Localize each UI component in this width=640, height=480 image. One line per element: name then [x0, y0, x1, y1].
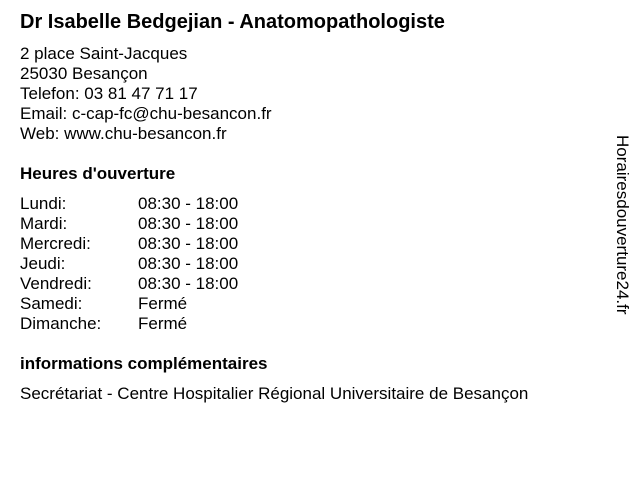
opening-hours-heading: Heures d'ouverture [20, 164, 176, 183]
hours-row-monday [20, 194, 238, 214]
page-title: Dr Isabelle Bedgejian - Anatomopathologiste [20, 11, 445, 33]
hours-row-wednesday [20, 234, 238, 254]
day-label: Dimanche: [20, 314, 102, 333]
hours-row-friday [20, 274, 238, 294]
day-label: Mercredi: [20, 234, 91, 253]
hours-row-tuesday [20, 214, 238, 234]
hours-row-sunday [20, 314, 238, 334]
address-city: 25030 Besançon [20, 64, 148, 83]
day-label: Lundi: [20, 194, 67, 213]
hours-row-saturday [20, 294, 238, 314]
opening-hours-table [20, 194, 238, 334]
time-value: 08:30 - 18:00 [138, 234, 239, 253]
watermark-site-name: Horairesdouverture24.fr [613, 135, 632, 315]
email-line[interactable]: Email: c-cap-fc@chu-besancon.fr [20, 104, 272, 123]
day-label: Samedi: [20, 294, 83, 313]
address-street: 2 place Saint-Jacques [20, 44, 188, 63]
additional-info-heading: informations complémentaires [20, 354, 268, 373]
day-label: Jeudi: [20, 254, 66, 273]
website-line[interactable]: Web: www.chu-besancon.fr [20, 124, 227, 143]
contact-block [20, 44, 272, 144]
time-value: Fermé [138, 314, 188, 333]
time-value: 08:30 - 18:00 [138, 254, 239, 273]
time-value: 08:30 - 18:00 [138, 274, 239, 293]
hours-row-thursday [20, 254, 238, 274]
day-label: Mardi: [20, 214, 68, 233]
time-value: 08:30 - 18:00 [138, 214, 239, 233]
additional-info-text: Secrétariat - Centre Hospitalier Régional Universitaire de Besançon [20, 384, 529, 403]
time-value: Fermé [138, 294, 188, 313]
day-label: Vendredi: [20, 274, 92, 293]
time-value: 08:30 - 18:00 [138, 194, 239, 213]
phone-line[interactable]: Telefon: 03 81 47 71 17 [20, 84, 198, 103]
